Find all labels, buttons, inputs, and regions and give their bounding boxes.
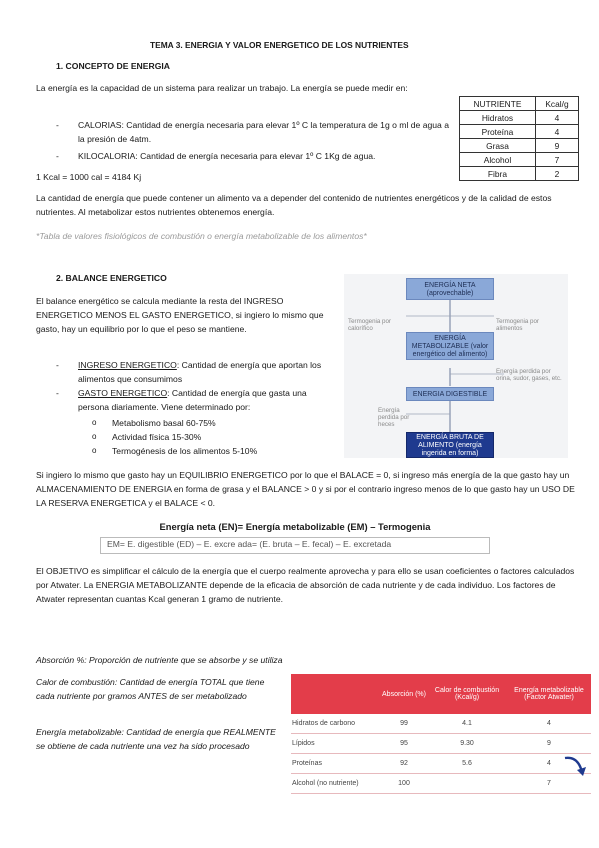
diagram-box-energia-metabolizable: ENERGÍA METABOLIZABLE (valor energético del alimento) (406, 332, 494, 360)
section-1-heading: 1. CONCEPTO DE ENERGIA (56, 61, 170, 71)
formula-block (100, 521, 490, 554)
table-cell: 7 (535, 153, 578, 167)
table-note: *Tabla de valores fisiológicos de combustión o energía metabolizable de los alimentos* (36, 231, 367, 241)
table-cell: Lípidos (291, 734, 381, 754)
list-item (56, 358, 338, 386)
balance-list (56, 358, 338, 414)
formula-title: Energía neta (EN)= Energía metabolizable (EM) – Termogenia (159, 521, 431, 532)
table-cell: 4.1 (427, 714, 507, 734)
table-cell: Hidratos de carbono (291, 714, 381, 734)
table-cell: 9 (535, 139, 578, 153)
table-cell: 9.30 (427, 734, 507, 754)
table-cell: 4 (507, 714, 591, 734)
table-cell: Alcohol (no nutriente) (291, 774, 381, 794)
section-2-intro: El balance energético se calcula mediante la resta del INGRESO ENERGETICO MENOS EL GASTO ENERGETICO, si ingiero lo mismo que gasto, hay un equilibrio por lo que el peso se mantiene. (36, 296, 324, 334)
column-header: Calor de combustión (Kcal/g) (427, 674, 507, 714)
table-cell: 2 (535, 167, 578, 181)
table-header-row (291, 674, 591, 714)
curved-arrow-icon (562, 752, 590, 778)
table-cell: 7 (507, 774, 591, 794)
table-cell: 100 (381, 774, 427, 794)
ingreso-text: : Cantidad de energía que aportan los alimentos que consumimos (78, 360, 322, 384)
units-list (56, 118, 454, 163)
gasto-text: : Cantidad de energía que gasta una persona diariamente. Viene determinado por: (78, 388, 307, 412)
balance-paragraph: Si ingiero lo mismo que gasto hay un EQUILIBRIO ENERGETICO por lo que el BALACE = 0, si ingreso más energía de la que gasto hay un ALMACENAMIENTO DE ENERGIA en forma de grasa y el BALANCE > 0 y si por el contrario ingreso menos de lo que gasto hay un USO DE LA RESERVA ENERGETICA y el BALACE < 0. (36, 470, 575, 508)
conversion-text: 1 Kcal = 1000 cal = 4184 Kj (36, 172, 142, 182)
column-header: Energía metabolizable (Factor Atwater) (507, 674, 591, 714)
table-row (460, 125, 579, 139)
page-title: TEMA 3. ENERGIA Y VALOR ENERGETICO DE LOS NUTRIENTES (150, 40, 409, 50)
table-cell: Grasa (460, 139, 536, 153)
table-cell: 5.6 (427, 754, 507, 774)
table-cell: 99 (381, 714, 427, 734)
diagram-box-energia-neta: ENERGÍA NETA (aprovechable) (406, 278, 494, 300)
table-cell: Proteína (460, 125, 536, 139)
diagram-arrows (344, 274, 568, 458)
column-header: Absorción (%) (381, 674, 427, 714)
column-header (291, 674, 381, 714)
table-cell: 92 (381, 754, 427, 774)
energy-diagram (344, 274, 568, 458)
list-item: o Actividad física 15-30% (92, 430, 332, 444)
table-row (291, 714, 591, 734)
objective-paragraph: El OBJETIVO es simplificar el cálculo de la energía que el cuerpo realmente aprovecha y para ello se usan coeficientes o factores calculados por Atwater. La ENERGIA METABOLIZANTE depende de la eficacia de absorción de cada nutriente y de cada individuo. Los factores de Atwater representan cuantas Kcal generan 1 gramo de nutriente. (36, 566, 575, 604)
list-item: o Metabolismo basal 60-75% (92, 416, 332, 430)
column-header: NUTRIENTE (460, 97, 536, 111)
table-cell: 4 (535, 125, 578, 139)
absorption-table (291, 674, 591, 794)
table-header-row (460, 97, 579, 111)
unit-item: - CALORIAS: Cantidad de energía necesaria para elevar 1º C la temperatura de 1g o ml de agua a la presión de 4atm. (56, 118, 454, 146)
formula-line: EM= E. digestible (ED) – E. excre ada= (E. bruta – E. fecal) – E. excretada (100, 537, 490, 554)
column-header: Kcal/g (535, 97, 578, 111)
diagram-box-energia-digestible: ENERGIA DIGESTIBLE (406, 387, 494, 401)
gasto-sub-list (92, 416, 332, 458)
diagram-note: Energía perdida por orina, sudor, gases, etc. (496, 368, 562, 382)
section-1-paragraph: La cantidad de energía que puede contener un alimento va a depender del contenido de nutrientes energéticos y de la calidad de estos nutrientes. Al metabolizar estos nutrientes obtenemos energía. (36, 193, 552, 217)
table-cell: Alcohol (460, 153, 536, 167)
list-item: o Termogénesis de los alimentos 5-10% (92, 444, 332, 458)
table-row (291, 734, 591, 754)
table-cell: Proteínas (291, 754, 381, 774)
table-cell: 95 (381, 734, 427, 754)
table-row (460, 111, 579, 125)
section-2-heading: 2. BALANCE ENERGETICO (56, 273, 167, 283)
table-cell (427, 774, 507, 794)
gasto-term: GASTO ENERGETICO (78, 388, 168, 398)
table-row (291, 774, 591, 794)
table-cell: 9 (507, 734, 591, 754)
metabolizable-definition: Energía metabolizable: Cantidad de energía que REALMENTE se obtiene de cada nutriente una vez ha sido procesado (36, 727, 276, 751)
table-cell: 4 (507, 754, 591, 774)
nutrient-table (459, 96, 579, 181)
section-1-intro: La energía es la capacidad de un sistema para realizar un trabajo. La energía se puede medir en: (36, 83, 408, 93)
table-row (291, 754, 591, 774)
calor-definition: Calor de combustión: Cantidad de energía TOTAL que tiene cada nutriente por gramos ANTES de ser metabolizado (36, 677, 265, 701)
ingreso-term: INGRESO ENERGETICO (78, 360, 177, 370)
diagram-note: Termogenia por calorífico (348, 318, 391, 332)
diagram-box-energia-bruta: ENERGÍA BRUTA DE ALIMENTO (energía ingerida en forma) (406, 432, 494, 458)
table-row (460, 139, 579, 153)
absorcion-definition: Absorción %: Proporción de nutriente que se absorbe y se utiliza (36, 655, 283, 665)
diagram-note: Termogenia por alimentos (496, 318, 539, 332)
table-cell: Fibra (460, 167, 536, 181)
unit-item: - KILOCALORIA: Cantidad de energía necesaria para elevar 1º C 1Kg de agua. (56, 149, 454, 163)
table-row (460, 167, 579, 181)
list-item (56, 386, 338, 414)
table-row (460, 153, 579, 167)
table-cell: Hidratos (460, 111, 536, 125)
diagram-note: Energía perdida por heces (378, 407, 410, 428)
table-cell: 4 (535, 111, 578, 125)
